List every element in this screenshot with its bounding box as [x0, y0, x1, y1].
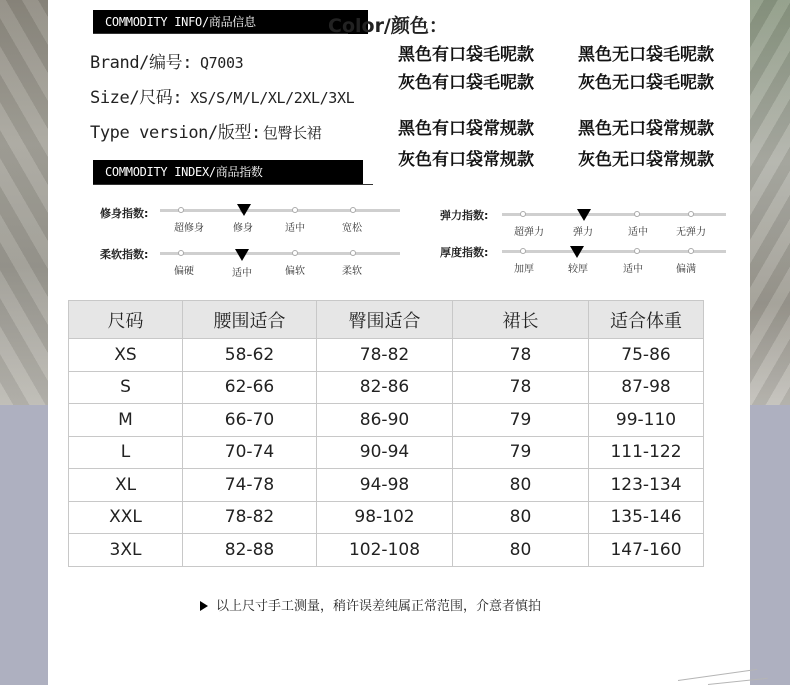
header-underline	[93, 33, 348, 34]
cell-waist: 70-74	[183, 436, 317, 469]
header-hip: 臀围适合	[317, 301, 453, 339]
table-row	[69, 469, 704, 502]
softness-index-marker	[235, 249, 249, 261]
brand-value: Q7003	[200, 54, 244, 72]
cell-hip: 78-82	[317, 339, 453, 372]
cell-length: 79	[453, 436, 589, 469]
cell-size: 3XL	[69, 534, 183, 567]
color-option: 黑色无口袋常规款	[578, 119, 714, 139]
color-option: 黑色无口袋毛呢款	[578, 45, 714, 65]
size-table-header-row	[69, 301, 704, 339]
cell-weight: 75-86	[589, 339, 704, 372]
cell-hip: 90-94	[317, 436, 453, 469]
size-row	[90, 83, 354, 108]
background-photo-left	[0, 0, 48, 410]
cell-length: 80	[453, 501, 589, 534]
softness-option: 偏硬	[174, 266, 194, 277]
thickness-index-dot	[634, 248, 640, 254]
thickness-option: 适中	[623, 264, 643, 275]
cell-waist: 74-78	[183, 469, 317, 502]
cell-length: 80	[453, 534, 589, 567]
fit-option: 宽松	[342, 223, 362, 234]
cell-length: 78	[453, 371, 589, 404]
fit-index-track	[160, 209, 400, 212]
cell-waist: 82-88	[183, 534, 317, 567]
color-option: 灰色无口袋常规款	[578, 150, 714, 170]
cell-size: XXL	[69, 501, 183, 534]
thickness-option: 加厚	[514, 264, 534, 275]
elasticity-index-dot	[634, 211, 640, 217]
thickness-option: 偏满	[676, 264, 696, 275]
thickness-index-dot	[688, 248, 694, 254]
cell-weight: 123-134	[589, 469, 704, 502]
color-option: 灰色无口袋毛呢款	[578, 73, 714, 93]
elasticity-option: 超弹力	[514, 227, 544, 238]
color-option: 灰色有口袋毛呢款	[398, 73, 534, 93]
background-band-left	[0, 405, 48, 685]
table-row	[69, 534, 704, 567]
background-photo-right	[750, 0, 790, 405]
fit-index-label: 修身指数:	[100, 207, 149, 220]
cell-waist: 66-70	[183, 404, 317, 437]
fit-index-dot	[292, 207, 298, 213]
brand-label: Brand/编号:	[90, 53, 193, 73]
cell-hip: 102-108	[317, 534, 453, 567]
header-skirt-length: 裙长	[453, 301, 589, 339]
background-band-right	[750, 405, 790, 685]
softness-option: 偏软	[285, 266, 305, 277]
cell-length: 79	[453, 404, 589, 437]
table-row	[69, 436, 704, 469]
cell-hip: 94-98	[317, 469, 453, 502]
elasticity-index-dot	[688, 211, 694, 217]
cell-length: 80	[453, 469, 589, 502]
cell-size: XL	[69, 469, 183, 502]
fit-index-marker	[237, 204, 251, 216]
color-title: Color/颜色：	[328, 15, 448, 37]
header-weight: 适合体重	[589, 301, 704, 339]
table-row	[69, 371, 704, 404]
header-size: 尺码	[69, 301, 183, 339]
size-table	[68, 300, 704, 567]
cell-size: S	[69, 371, 183, 404]
product-info-panel	[48, 0, 750, 685]
color-option: 灰色有口袋常规款	[398, 150, 534, 170]
elasticity-option: 适中	[628, 227, 648, 238]
fit-option: 超修身	[174, 223, 204, 234]
cell-hip: 86-90	[317, 404, 453, 437]
size-value: XS/S/M/L/XL/2XL/3XL	[190, 89, 355, 107]
type-value: 包臀长裙	[262, 124, 322, 142]
elasticity-index-label: 弹力指数:	[440, 209, 489, 222]
table-row	[69, 501, 704, 534]
elasticity-index-marker	[577, 209, 591, 221]
measurement-note: 以上尺寸手工测量，稍许误差纯属正常范围，介意者慎拍	[216, 599, 542, 614]
fit-option: 适中	[285, 223, 305, 234]
thickness-option: 较厚	[568, 264, 588, 275]
softness-option: 柔软	[342, 266, 362, 277]
color-option: 黑色有口袋毛呢款	[398, 45, 534, 65]
header-waist: 腰围适合	[183, 301, 317, 339]
elasticity-option: 无弹力	[676, 227, 706, 238]
cell-weight: 111-122	[589, 436, 704, 469]
color-option: 黑色有口袋常规款	[398, 119, 534, 139]
softness-option: 适中	[232, 268, 252, 279]
softness-index-dot	[178, 250, 184, 256]
elasticity-index-dot	[520, 211, 526, 217]
softness-index-track	[160, 252, 400, 255]
softness-index-dot	[350, 250, 356, 256]
cell-size: M	[69, 404, 183, 437]
type-row	[90, 118, 321, 143]
thickness-index-marker	[570, 246, 584, 258]
cell-size: XS	[69, 339, 183, 372]
commodity-info-header: COMMODITY INFO/商品信息	[93, 10, 368, 34]
softness-index-dot	[292, 250, 298, 256]
play-arrow-icon	[200, 601, 208, 611]
softness-index-label: 柔软指数:	[100, 248, 149, 261]
cell-size: L	[69, 436, 183, 469]
cell-waist: 58-62	[183, 339, 317, 372]
size-label: Size/尺码:	[90, 88, 183, 108]
brand-row	[90, 48, 243, 73]
cell-weight: 135-146	[589, 501, 704, 534]
commodity-index-header: COMMODITY INDEX/商品指数	[93, 160, 363, 184]
cell-weight: 147-160	[589, 534, 704, 567]
cell-weight: 99-110	[589, 404, 704, 437]
header-underline	[93, 184, 373, 185]
cell-waist: 62-66	[183, 371, 317, 404]
thickness-index-label: 厚度指数:	[440, 246, 489, 259]
type-label: Type version/版型:	[90, 123, 261, 143]
fit-option: 修身	[233, 223, 253, 234]
cell-waist: 78-82	[183, 501, 317, 534]
fit-index-dot	[350, 207, 356, 213]
cell-length: 78	[453, 339, 589, 372]
cell-weight: 87-98	[589, 371, 704, 404]
elasticity-option: 弹力	[573, 227, 593, 238]
thickness-index-dot	[520, 248, 526, 254]
table-row	[69, 339, 704, 372]
table-row	[69, 404, 704, 437]
cell-hip: 82-86	[317, 371, 453, 404]
cell-hip: 98-102	[317, 501, 453, 534]
fit-index-dot	[178, 207, 184, 213]
